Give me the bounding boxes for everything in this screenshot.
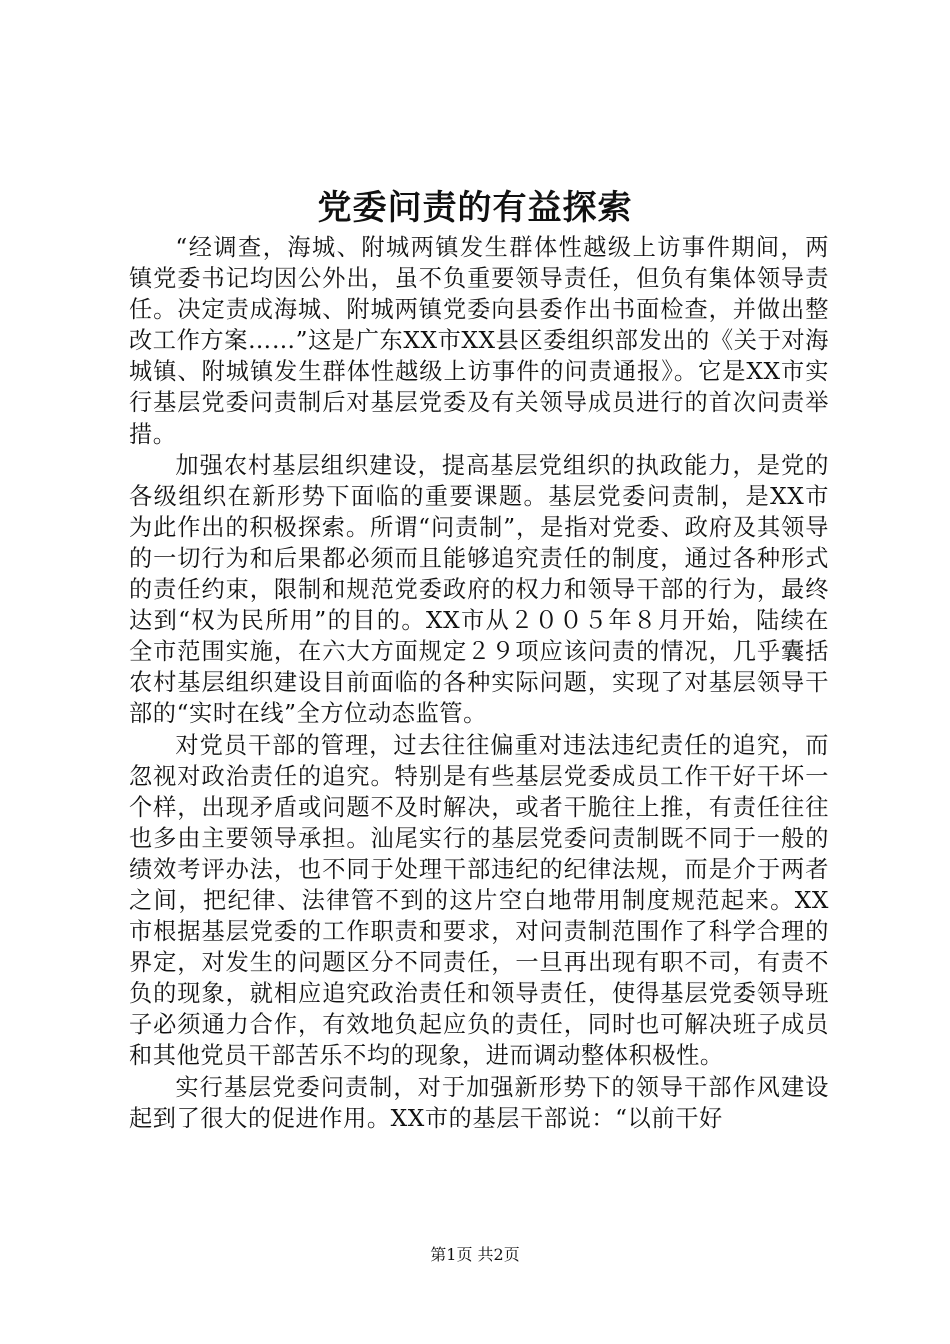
page-footer (0, 1244, 950, 1266)
paragraph-1: “经调查，海城、附城两镇发生群体性越级上访事件期间，两镇党委书记均因公外出，虽不负重要领导责任，但负有集体领导责任。决定责成海城、附城两镇党委向县委作出书面检查，并做出整改工作方案……”这是广东XX市XX县区委组织部发出的《关于对海城镇、附城镇发生群体性越级上访事件的问责通报》。它是XX市实行基层党委问责制后对基层党委及有关领导成员进行的首次问责举措。 (129, 234, 829, 448)
paragraph-2: 加强农村基层组织建设，提高基层党组织的执政能力，是党的各级组织在新形势下面临的重要课题。基层党委问责制，是XX市为此作出的积极探索。所谓“问责制”，是指对党委、政府及其领导的一切行为和后果都必须而且能够追究责任的制度，通过各种形式的责任约束，限制和规范党委政府的权力和领导干部的行为，最终达到“权为民所用”的目的。XX市从２００５年８月开始，陆续在全市范围实施，在六大方面规定２９项应该问责的情况，几乎囊括农村基层组织建设目前面临的各种实际问题，实现了对基层领导干部的“实时在线”全方位动态监管。 (129, 451, 829, 728)
page-number: 第1页 共2页 (430, 1245, 520, 1264)
paragraph-3: 对党员干部的管理，过去往往偏重对违法违纪责任的追究，而忽视对政治责任的追究。特别是有些基层党委成员工作干好干坏一个样，出现矛盾或问题不及时解决，或者干脆往上推，有责任往往也多由主要领导承担。汕尾实行的基层党委问责制既不同于一般的绩效考评办法，也不同于处理干部违纪的纪律法规，而是介于两者之间，把纪律、法律管不到的这片空白地带用制度规范起来。XX市根据基层党委的工作职责和要求，对问责制范围作了科学合理的界定，对发生的问题区分不同责任，一旦再出现有职不司，有责不负的现象，就相应追究政治责任和领导责任，使得基层党委领导班子必须通力合作，有效地负起应负的责任，同时也可解决班子成员和其他党员干部苦乐不均的现象，进而调动整体积极性。 (129, 731, 829, 1070)
paragraph-4: 实行基层党委问责制，对于加强新形势下的领导干部作风建设起到了很大的促进作用。XX市的基层干部说：“以前干好 (129, 1073, 829, 1132)
document-title: 党委问责的有益探索 (317, 188, 633, 228)
document-body (129, 232, 829, 1134)
